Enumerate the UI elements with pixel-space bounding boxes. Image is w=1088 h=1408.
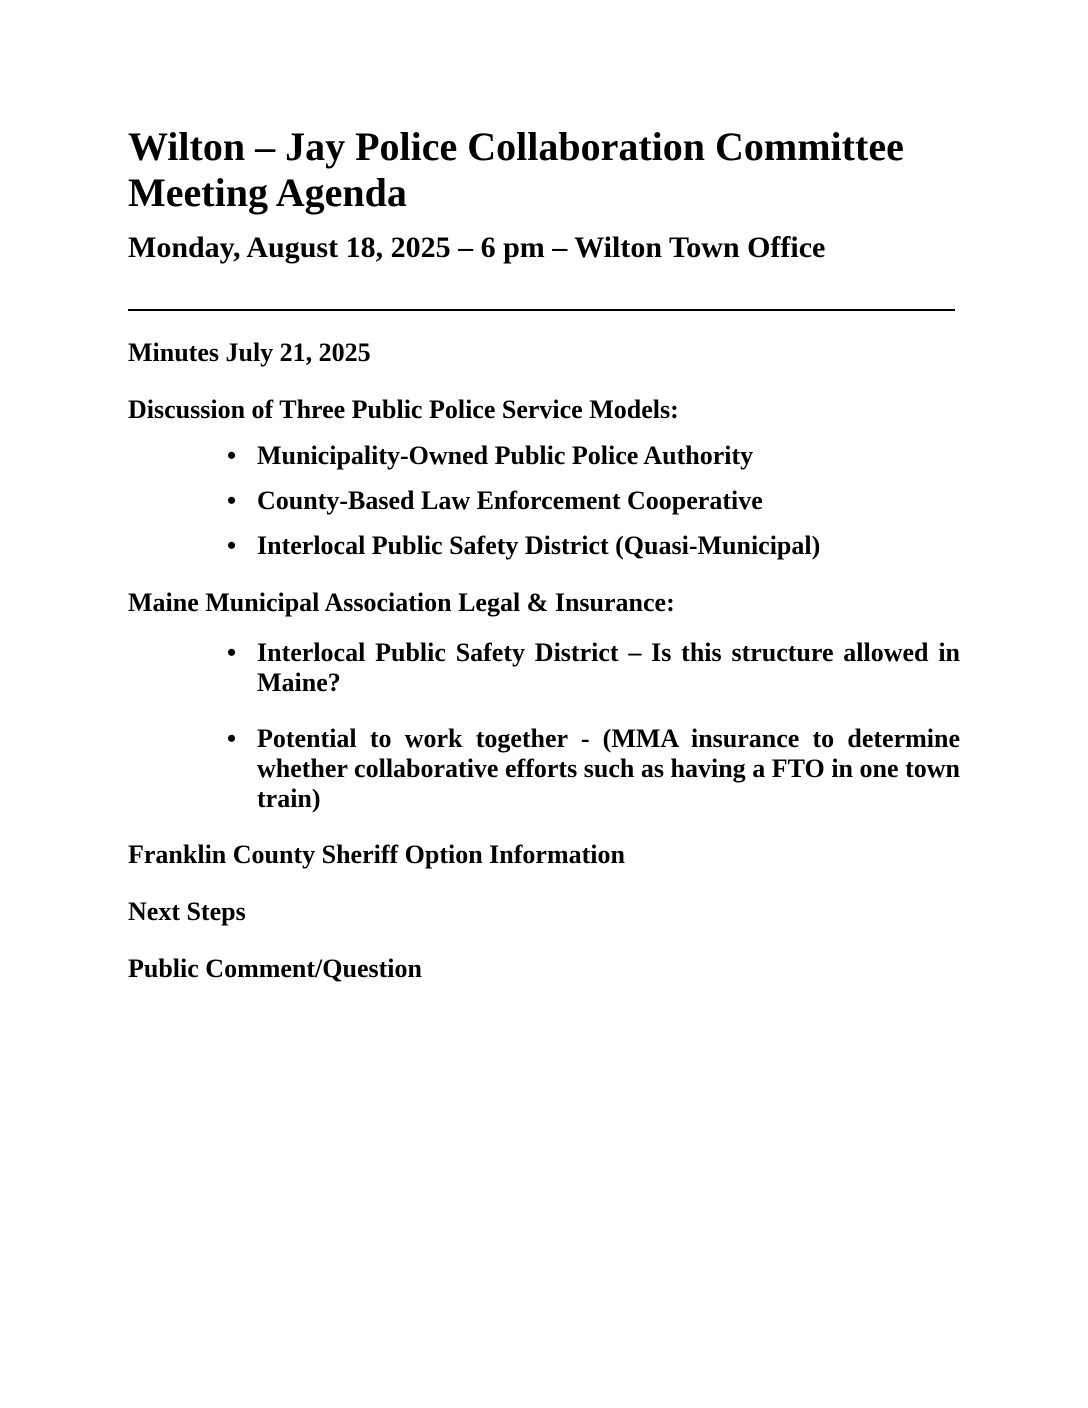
- next-steps-heading: Next Steps: [128, 897, 246, 926]
- police-service-models-list: [128, 441, 960, 561]
- list-item: • Interlocal Public Safety District – Is this structure allowed in Maine?: [128, 638, 960, 698]
- list-item: • Potential to work together - (MMA insurance to determine whether collaborative efforts such as having a FTO in one town train): [128, 724, 960, 814]
- mma-heading: Maine Municipal Association Legal & Insurance:: [128, 588, 675, 617]
- public-comment-heading: Public Comment/Question: [128, 954, 422, 983]
- list-item: • County-Based Law Enforcement Cooperative: [128, 486, 960, 516]
- mma-topics-list: [128, 638, 960, 814]
- minutes-heading: Minutes July 21, 2025: [128, 338, 371, 367]
- list-item: • Interlocal Public Safety District (Quasi-Municipal): [128, 531, 960, 561]
- list-item: • Municipality-Owned Public Police Authority: [128, 441, 960, 471]
- horizontal-rule: [128, 309, 955, 311]
- document-subtitle: Monday, August 18, 2025 – 6 pm – Wilton Town Office: [128, 231, 826, 264]
- models-heading: Discussion of Three Public Police Service Models:: [128, 395, 679, 424]
- document-title: Wilton – Jay Police Collaboration Committee Meeting Agenda: [128, 124, 904, 215]
- sheriff-option-heading: Franklin County Sheriff Option Information: [128, 840, 625, 869]
